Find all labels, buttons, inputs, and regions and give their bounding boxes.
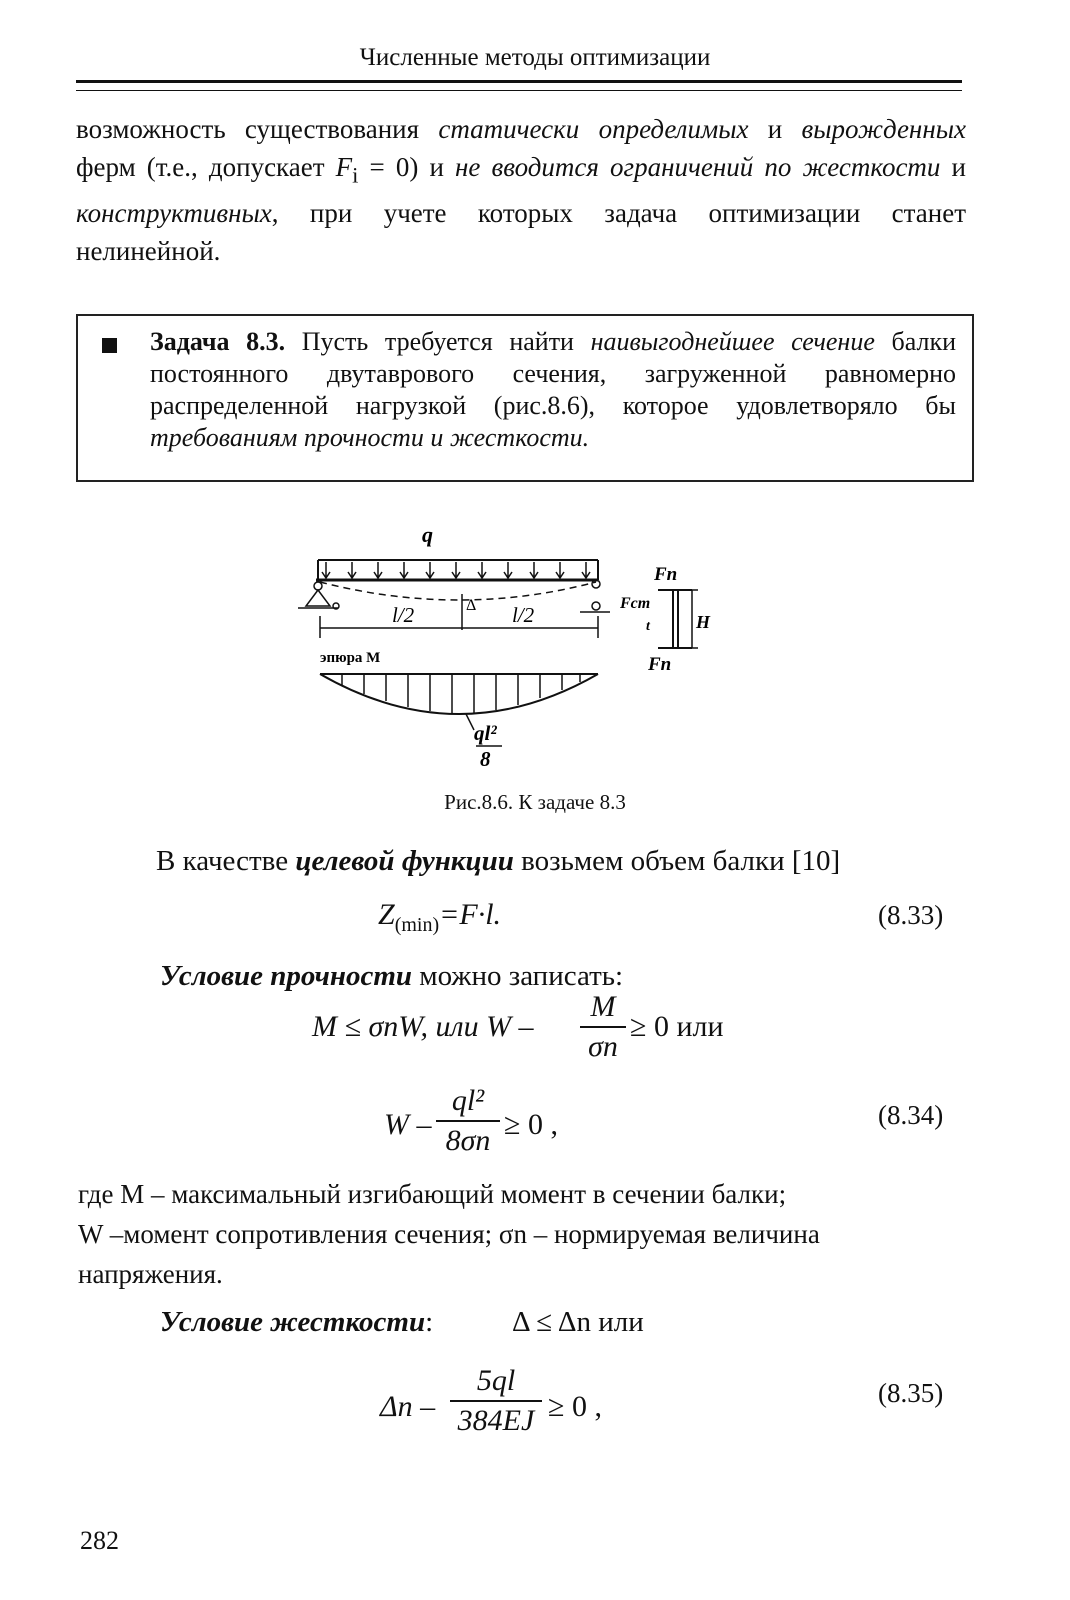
problem-box [76, 314, 974, 482]
text-span: : [425, 1306, 434, 1338]
text-span: , при учете которых задача оптимизации станет нелинейной. [76, 198, 966, 267]
fraction-denominator: 8σn [445, 1124, 491, 1157]
italic-span: наивыгоднейшее сечение [590, 327, 875, 356]
left-support-icon [298, 582, 339, 609]
equation-number-8-33: (8.33) [878, 900, 944, 930]
fraction-bar [450, 1400, 542, 1402]
text-span: балки постоянного двутаврового сечения, загруженной равномерно распределенной нагрузкой (рис.8.6), которое удовлетворяло бы [150, 327, 957, 420]
header-rule-thick [76, 80, 962, 83]
eq835-left: Δn – [380, 1390, 436, 1423]
objective-line [156, 843, 840, 879]
symbol-Z: Z [378, 898, 395, 931]
emphasis-span: целевой функции [295, 845, 514, 877]
eq835-right: ≥ 0 , [548, 1390, 602, 1423]
page-number: 282 [80, 1526, 119, 1555]
fraction-numerator: 5ql [476, 1364, 516, 1397]
running-header: Численные методы оптимизации [359, 44, 711, 71]
equation-number-8-35: (8.35) [878, 1378, 944, 1408]
problem-text [150, 326, 956, 454]
equation-number-8-34: (8.34) [878, 1100, 944, 1130]
text-span: и [748, 114, 802, 144]
flange-top-label: Fn [654, 564, 678, 585]
inequality-right: ≥ 0 или [630, 1010, 724, 1043]
equation-rest: =F·l. [439, 898, 502, 931]
subscript-i: i [352, 162, 359, 188]
italic-span: статически определимых [438, 114, 749, 144]
fraction-bar [436, 1120, 500, 1122]
bullet-square-icon [102, 338, 117, 353]
load-q-label: q [422, 522, 433, 547]
fraction-5ql-over-384EJ [450, 1364, 542, 1438]
emphasis-span: Условие жесткости [160, 1306, 426, 1338]
fraction-M-over-sigma [580, 990, 626, 1064]
symbol-F: F [335, 152, 353, 182]
stiffness-condition: Δ ≤ Δn или [512, 1306, 644, 1338]
moment-leader [466, 714, 474, 730]
italic-span: требованиям прочности и жесткости. [150, 423, 590, 452]
header-rule-thin [76, 90, 962, 91]
eq834-right: ≥ 0 , [504, 1108, 558, 1141]
italic-span: не вводится ограничений по жесткости [455, 152, 941, 182]
definition-line-2: W –момент сопротивления сечения; σn – нормируемая величина [78, 1219, 820, 1249]
text-span: и [940, 152, 966, 182]
figure-caption: Рис.8.6. К задаче 8.3 [444, 790, 626, 814]
problem-label: Задача 8.3. [150, 327, 286, 356]
web-area-label: Fcm [620, 595, 651, 612]
half-span-label-right: l/2 [512, 603, 535, 627]
section-height-label: H [696, 612, 711, 632]
text-span: = 0) и [358, 152, 456, 182]
max-moment-denominator: 8 [480, 747, 491, 771]
text-span: ферм (т.е., допускает [76, 152, 336, 182]
inequality-left: M ≤ σnW, или W – [312, 1010, 534, 1043]
epure-label: эпюра M [320, 650, 381, 666]
text-span: возможность существования [76, 114, 439, 144]
fraction-numerator: ql² [451, 1084, 485, 1117]
fraction-ql2-over-8sigma [436, 1084, 500, 1158]
text-span: В качестве [156, 845, 296, 877]
half-span-label-left: l/2 [392, 603, 415, 627]
eq834-left: W – [384, 1108, 432, 1141]
load-arrows [322, 562, 590, 578]
i-section-icon [658, 590, 698, 648]
delta-mark: Δ [466, 597, 477, 614]
italic-span: вырожденных [801, 114, 966, 144]
text-span: Пусть требуется найти [285, 327, 591, 356]
moment-parabola [320, 674, 598, 714]
intro-paragraph [76, 110, 966, 270]
definition-line-1: где M – максимальный изгибающий момент в сечении балки; [78, 1179, 787, 1209]
definition-line-3: напряжения. [78, 1259, 223, 1289]
max-moment-numerator: ql² [474, 721, 497, 745]
fraction-denominator: 384EJ [457, 1404, 535, 1437]
equation-8-33 [378, 898, 501, 937]
moment-hatching [342, 674, 580, 713]
flange-bottom-label: Fn [648, 654, 672, 675]
deflection-curve [320, 582, 596, 600]
web-thickness-label: t [646, 619, 650, 634]
fraction-numerator: M [590, 990, 616, 1023]
fraction-denominator: σn [588, 1030, 618, 1063]
italic-span: конструктивных [76, 198, 272, 229]
emphasis-span: Условие прочности [160, 960, 413, 992]
subscript-min: (min) [394, 914, 440, 936]
fraction-bar [580, 1026, 626, 1028]
text-span: можно записать: [412, 960, 624, 992]
text-span: возьмем объем балки [10] [513, 845, 841, 877]
strength-heading [160, 958, 623, 994]
beam-diagram [280, 518, 740, 780]
stiffness-heading [160, 1304, 433, 1340]
